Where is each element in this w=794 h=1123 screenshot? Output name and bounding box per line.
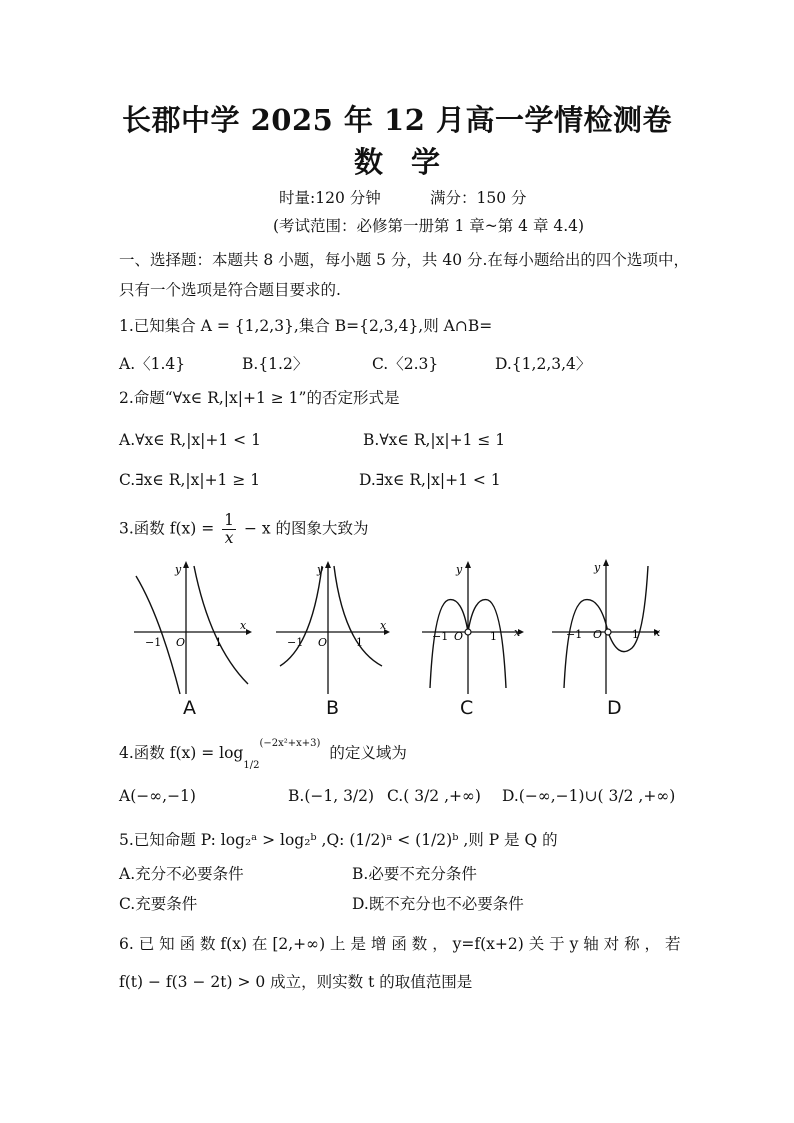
graph-b-neg-one: −1 [287,636,304,649]
graph-d [548,556,676,696]
q1-option-b: B.{1.2〉 [242,355,309,373]
graph-b-origin: O [318,636,328,649]
full-score: 满分：150 分 [430,189,527,207]
q2-option-c: C.∃x∈ R,|x|+1 ≥ 1 [119,471,261,489]
graph-d-one: 1 [632,628,639,641]
graph-b-label: B [326,697,340,719]
q1-option-a: A.〈1.4} [119,355,186,373]
q6-line2: f(t) − f(3 − 2t) > 0 成立，则实数 t 的取值范围是 [119,973,473,991]
q3-stem-prefix: 3.函数 f(x) = [119,519,215,538]
graph-a-origin: O [176,636,186,649]
graph-a-label: A [183,697,196,719]
q2-option-b: B.∀x∈ R,|x|+1 ≤ 1 [363,431,506,449]
q2-option-a: A.∀x∈ R,|x|+1 < 1 [119,431,261,449]
graph-d-x-label: x [654,626,661,639]
graph-c-open-point [465,629,471,635]
q4-stem [119,740,407,770]
graph-c-label: C [460,697,474,719]
graph-c-neg-one: −1 [432,630,449,643]
graph-a-y-label: y [175,563,182,576]
graph-b-right-branch [334,566,382,666]
graph-d-label: D [607,697,622,719]
graph-d-neg-one: −1 [566,628,583,641]
q4-option-d: D.(−∞,−1)∪( 3/2 ,+∞) [502,787,676,805]
graph-b-left-branch [280,566,322,666]
q6-line1: 6. 已 知 函 数 f(x) 在 [2,+∞) 上 是 增 函 数 ， y=f(x+2) 关 于 y 轴 对 称 ， 若 [119,935,681,953]
q5-option-d: D.既不充分也不必要条件 [352,895,524,913]
q3-stem-suffix: − x 的图象大致为 [243,519,369,538]
graph-d-origin: O [593,628,603,641]
graph-d-y-label: y [594,561,601,574]
graph-c-one: 1 [490,630,497,643]
graph-b-one: 1 [356,636,363,649]
q4-stem-prefix: 4.函数 f(x) = log [119,744,244,763]
q3-fraction [222,512,236,547]
graph-a-x-label: x [240,619,247,632]
q4-stem-suffix: 的定义域为 [329,744,407,763]
q5-stem: 5.已知命题 P: log₂ᵃ > log₂ᵇ ,Q: (1/2)ᵃ < (1/2)ᵇ ,则 P 是 Q 的 [119,831,558,849]
section1-intro-line1: 一、选择题：本题共 8 小题，每小题 5 分，共 40 分.在每小题给出的四个选项中， [119,251,689,269]
q4-option-a: A(−∞,−1) [119,787,196,805]
q5-option-c: C.充要条件 [119,895,198,913]
q4-log-arg: (−2x²+x+3) [259,738,321,749]
q1-option-c: C.〈2.3} [372,355,439,373]
q5-option-a: A.充分不必要条件 [119,865,244,883]
q3-frac-num: 1 [224,511,235,529]
graph-c-x-label: x [514,626,521,639]
q2-option-d: D.∃x∈ R,|x|+1 < 1 [359,471,501,489]
q4-option-c: C.( 3/2 ,+∞) [387,787,481,805]
q5-option-b: B.必要不充分条件 [352,865,477,883]
q3-frac-den: x [224,529,234,547]
graph-a-neg-one: −1 [145,636,162,649]
graph-a-one: 1 [215,636,222,649]
graph-d-open-point [605,629,611,635]
graph-c-y-label: y [456,563,463,576]
exam-subject: 数学 [353,145,468,179]
graph-b [272,556,400,696]
graph-c [408,556,536,696]
q4-option-b: B.(−1, 3/2) [288,787,375,805]
exam-title: 长郡中学 2025 年 12 月高一学情检测卷 [122,103,672,137]
graph-c-origin: O [454,630,464,643]
q1-option-d: D.{1,2,3,4〉 [495,355,592,373]
section1-intro-line2: 只有一个选项是符合题目要求的. [119,281,341,299]
q1-stem: 1.已知集合 A = {1,2,3},集合 B={2,3,4},则 A∩B= [119,317,493,335]
graph-a-left-branch [136,576,180,694]
graph-b-y-label: y [317,563,324,576]
graph-b-x-label: x [380,619,387,632]
graph-a [130,556,258,696]
time-limit: 时量:120 分钟 [279,189,381,207]
q4-log-base: 1/2 [243,760,260,772]
exam-scope: (考试范围：必修第一册第 1 章~第 4 章 4.4) [273,217,585,235]
q2-stem: 2.命题“∀x∈ R,|x|+1 ≥ 1”的否定形式是 [119,389,400,407]
q3-stem [119,512,369,547]
